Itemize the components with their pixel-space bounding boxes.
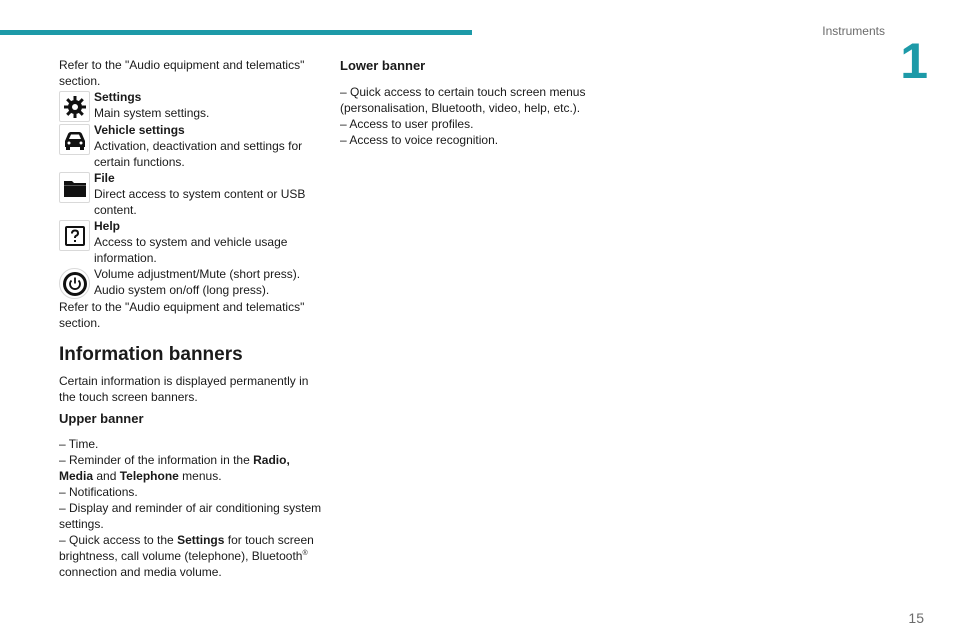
list-item: – Quick access to the Settings for touch screen brightness, call volume (telephone), Bluetooth® connection and media volume. <box>59 533 314 579</box>
list-item: – Notifications. <box>59 485 138 499</box>
page-number: 15 <box>908 610 924 626</box>
left-column <box>59 57 322 580</box>
settings-entry <box>59 89 322 122</box>
header-accent-bar <box>0 30 472 35</box>
intro-text: Refer to the "Audio equipment and telematics" section. <box>59 58 305 88</box>
list-item: – Access to voice recognition. <box>340 133 499 147</box>
help-entry <box>59 218 322 266</box>
power-icon <box>59 268 90 299</box>
chapter-number: 1 <box>900 33 928 89</box>
power-line2: Audio system on/off (long press). <box>94 283 270 297</box>
entry-text: Access to system and vehicle usage information. <box>94 235 288 265</box>
file-entry <box>59 170 322 218</box>
entry-title: Vehicle settings <box>94 123 185 137</box>
list-item: – Time. <box>59 437 99 451</box>
section-title: Instruments <box>822 24 885 38</box>
entry-text: Direct access to system content or USB content. <box>94 187 306 217</box>
right-column <box>340 58 608 148</box>
vehicle-settings-entry <box>59 122 322 170</box>
folder-icon <box>59 172 90 203</box>
upper-banner-heading: Upper banner <box>59 411 144 426</box>
entry-title: Help <box>94 219 121 233</box>
settings-icon <box>59 91 90 122</box>
power-entry <box>59 266 322 299</box>
power-line1: Volume adjustment/Mute (short press). <box>94 267 301 281</box>
list-item: – Quick access to certain touch screen menus (personalisation, Bluetooth, video, help, etc.). <box>340 85 586 115</box>
entry-title: File <box>94 171 115 185</box>
list-item: – Reminder of the information in the Radio, Media and Telephone menus. <box>59 453 290 483</box>
outro-text: Refer to the "Audio equipment and telematics" section. <box>59 300 305 330</box>
car-icon <box>59 124 90 155</box>
lower-banner-heading: Lower banner <box>340 58 426 73</box>
entry-text: Activation, deactivation and settings for certain functions. <box>94 139 303 169</box>
info-banners-heading: Information banners <box>59 344 243 365</box>
entry-text: Main system settings. <box>94 106 210 120</box>
entry-title: Settings <box>94 90 142 104</box>
list-item: – Access to user profiles. <box>340 117 474 131</box>
info-banners-text: Certain information is displayed permanently in the touch screen banners. <box>59 374 309 404</box>
help-icon <box>59 220 90 251</box>
list-item: – Display and reminder of air conditioning system settings. <box>59 501 322 531</box>
